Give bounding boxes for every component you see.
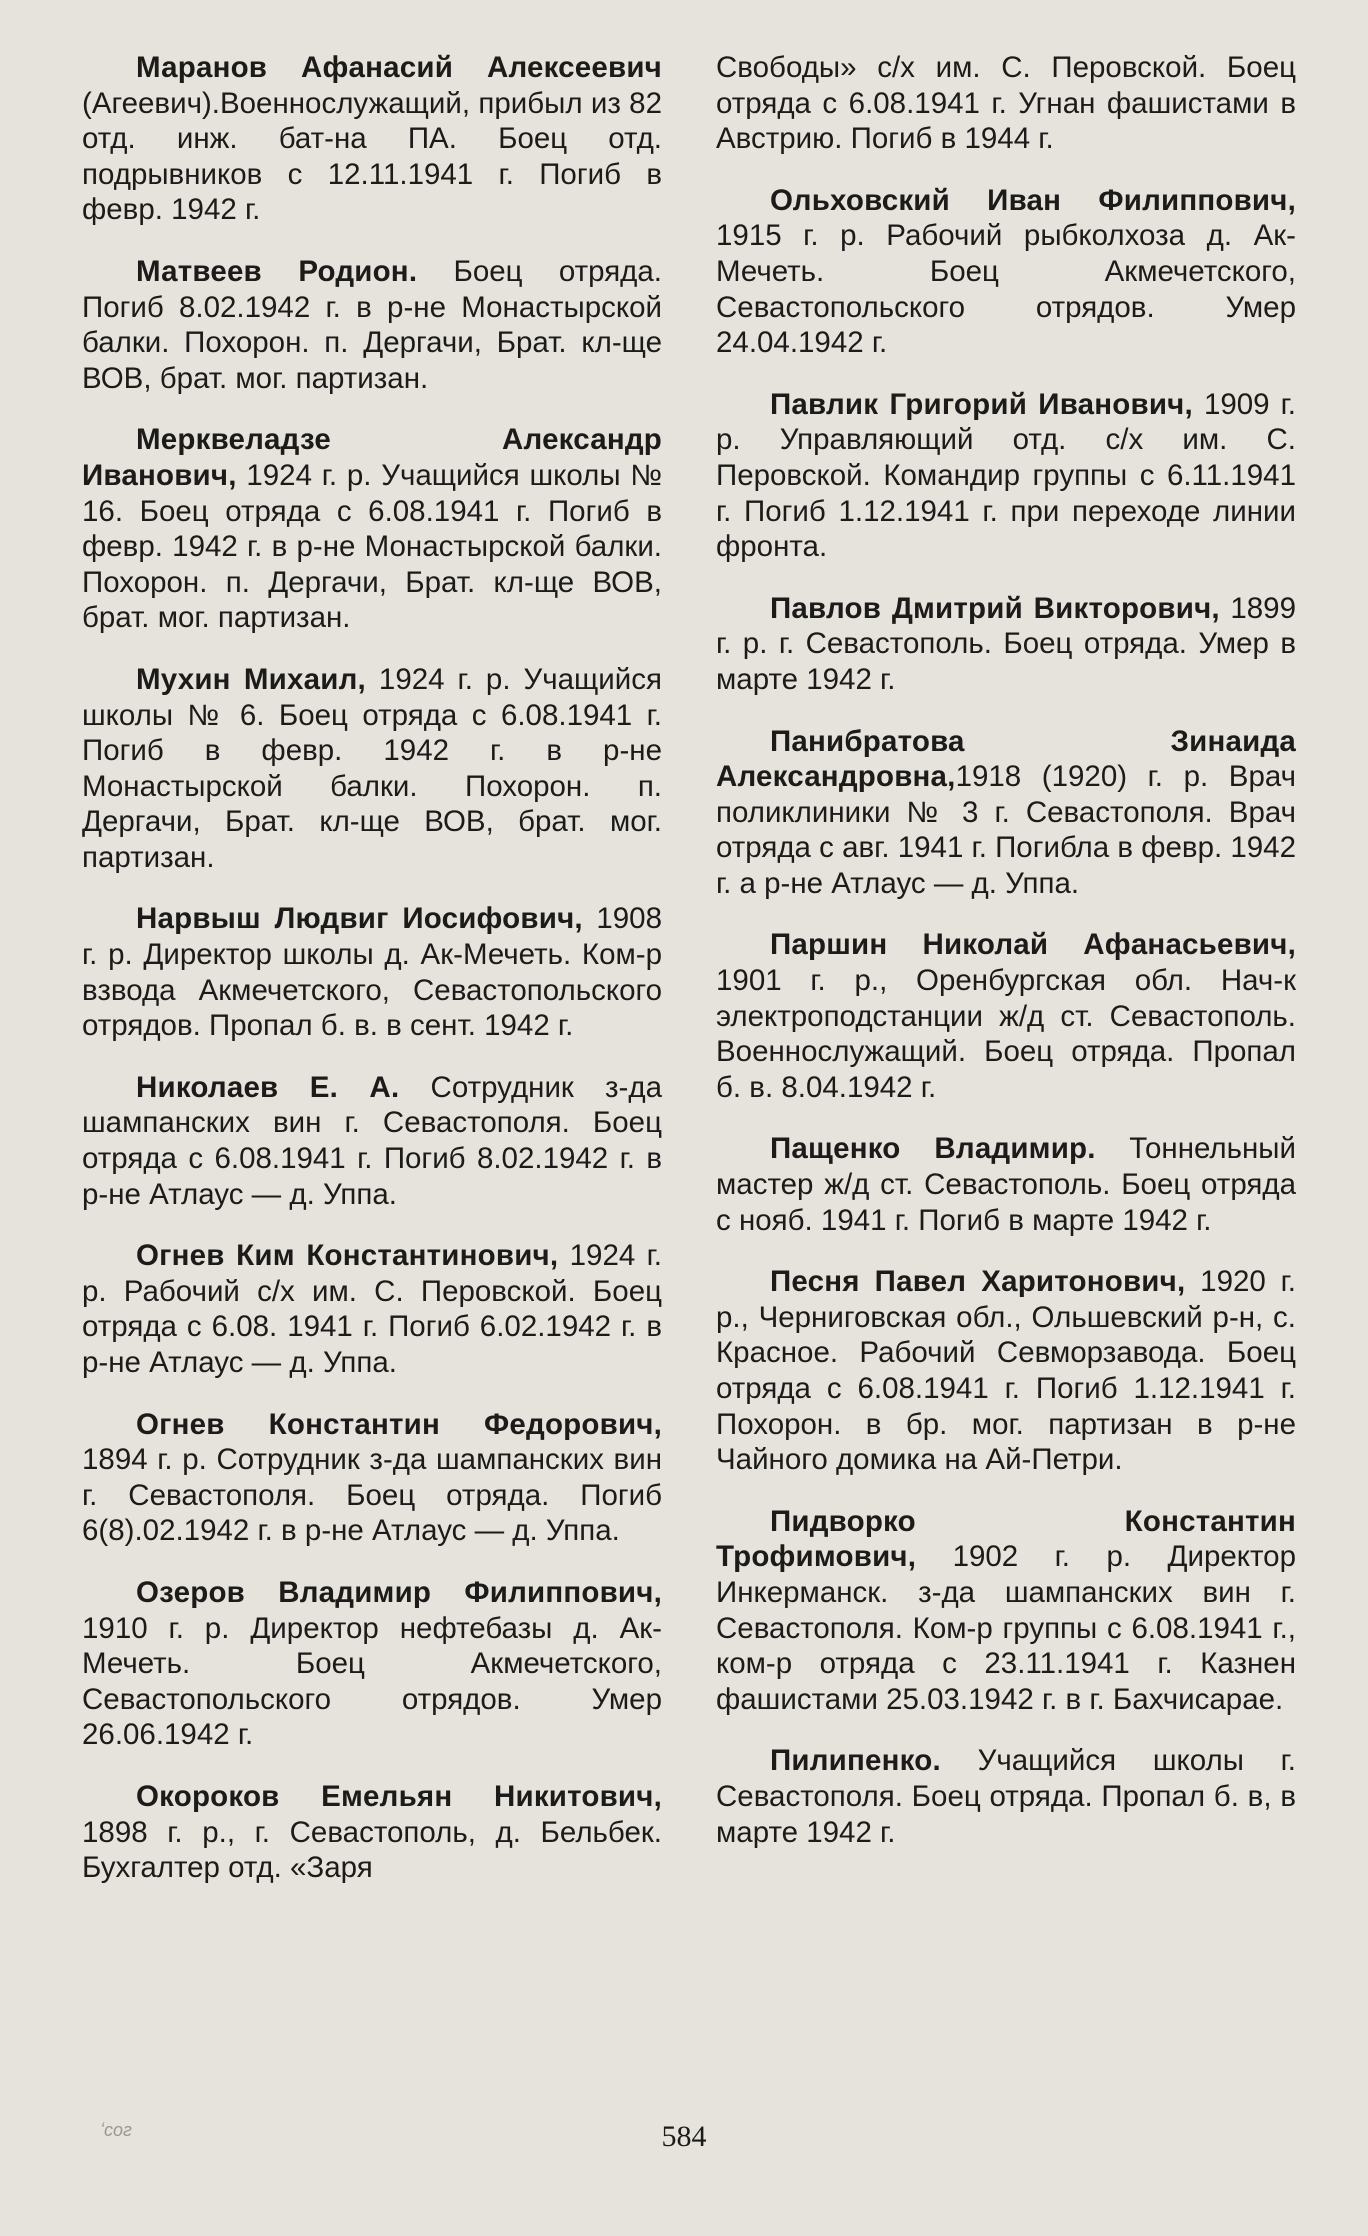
entry-text: 1924 г. р. Учащийся школы № 16. Боец отряда с 6.08.1941 г. Погиб в февр. 1942 г. в р-не Монастырской балки. Похорон. п. Дергачи, Брат. кл-ще ВОВ, брат. мог. партизан. bbox=[82, 458, 662, 635]
entry-name: Нарвыш Людвиг Иосифович, bbox=[136, 902, 583, 936]
biography-entry bbox=[82, 901, 662, 1043]
entry-name: Огнев Константин Федорович, bbox=[136, 1407, 662, 1441]
entry-text: 1894 г. р. Сотрудник з-да шампанских вин г. Севастополя. Боец отряда. Погиб 6(8).02.1942 г. в р-не Атлаус — д. Уппа. bbox=[82, 1443, 662, 1548]
entry-name: Пилипенко. bbox=[770, 1744, 941, 1778]
entry-name: Пащенко Владимир. bbox=[770, 1132, 1096, 1166]
entry-text: Учащийся школы г. Севастополя. Боец отряда. Пропал б. в, в марте 1942 г. bbox=[716, 1744, 1296, 1849]
biography-entry bbox=[82, 50, 662, 228]
entry-name: Мухин Михаил, bbox=[136, 662, 366, 696]
entry-text: Свободы» с/х им. С. Перовской. Боец отряда с 6.08.1941 г. Угнан фашистами в Австрию. Погиб в 1944 г. bbox=[716, 51, 1296, 156]
left-column bbox=[82, 50, 662, 1912]
entry-name: Панибратова Зинаида Александровна, bbox=[716, 724, 1296, 794]
biography-entry bbox=[716, 1131, 1296, 1238]
entry-text: 1898 г. р., г. Севастополь, д. Бельбек. Бухгалтер отд. «Заря bbox=[82, 1815, 662, 1885]
entry-name: Мерквеладзе Александр Иванович, bbox=[82, 423, 662, 492]
entry-name: Песня Павел Харитонович, bbox=[770, 1265, 1186, 1299]
entry-name: Пидворко Константин Трофимович, bbox=[716, 1504, 1296, 1574]
biography-entry bbox=[716, 387, 1296, 565]
entry-name: Озеров Владимир Филиппович, bbox=[136, 1575, 662, 1609]
entry-text: Тоннельный мастер ж/д ст. Севастополь. Боец отряда с нояб. 1941 г. Погиб в марте 1942 г. bbox=[716, 1132, 1296, 1237]
entry-text: 1918 (1920) г. р. Врач поликлиники № 3 г. Севастополя. Врач отряда с авг. 1941 г. Погибла в февр. 1942 г. а р-не Атлаус — д. Уппа. bbox=[716, 760, 1296, 900]
entry-name: Николаев Е. А. bbox=[136, 1070, 400, 1104]
entry-text: 1901 г. р., Оренбургская обл. Нач-к электроподстанции ж/д ст. Севастополь. Военнослужащий. Боец отряда. Пропал б. в. 8.04.1942 г. bbox=[716, 964, 1296, 1104]
entry-text: (Агеевич).Военнослужащий, прибыл из 82 отд. инж. бат-на ПА. Боец отд. подрывников с 12.11.1941 г. Погиб в февр. 1942 г. bbox=[82, 86, 662, 227]
scan-artifact-text: ʻсог bbox=[100, 2120, 132, 2140]
entry-text: 1909 г. р. Управляющий отд. с/х им. С. Перовской. Командир группы с 6.11.1941 г. Погиб 1.12.1941 г. при переходе линии фронта. bbox=[716, 387, 1297, 564]
biography-entry bbox=[82, 1070, 662, 1212]
biography-entry bbox=[716, 591, 1296, 698]
entry-name: Павлик Григорий Иванович, bbox=[770, 387, 1193, 421]
entry-name: Маранов Афанасий Алексеевич bbox=[136, 51, 662, 84]
entry-name: Паршин Николай Афанасьевич, bbox=[770, 928, 1296, 962]
entry-name: Павлов Дмитрий Викторович, bbox=[770, 591, 1220, 625]
biography-entry bbox=[716, 927, 1296, 1105]
entry-name: Ольховский Иван Филиппович, bbox=[770, 183, 1296, 217]
entry-text: 1920 г. р., Черниговская обл., Ольшевский р-н, с. Красное. Рабочий Севморзавода. Боец отряда с 6.08.1941 г. Погиб 1.12.1941 г. Похорон. в бр. мог. партизан в р-не Чайного домика на Ай-Петри. bbox=[716, 1265, 1296, 1477]
biography-entry bbox=[82, 254, 662, 396]
biography-entry bbox=[716, 1743, 1296, 1850]
page-number: 584 bbox=[661, 2120, 707, 2153]
right-column bbox=[716, 50, 1296, 1876]
entry-text: 1902 г. р. Директор Инкерманск. з-да шампанских вин г. Севастополя. Ком-р группы с 6.08.1941 г., ком-р отряда с 23.11.1941 г. Казнен фашистами 25.03.1942 г. в г. Бахчисарае. bbox=[716, 1540, 1296, 1716]
biography-entry bbox=[716, 724, 1296, 902]
biography-entry bbox=[716, 183, 1296, 361]
entry-text: 1899 г. р. г. Севастополь. Боец отряда. Умер в марте 1942 г. bbox=[716, 591, 1296, 696]
entry-name: Окороков Емельян Никитович, bbox=[136, 1779, 662, 1813]
biography-entry bbox=[716, 1504, 1296, 1718]
entry-text: 1924 г. р. Учащийся школы № 6. Боец отряда с 6.08.1941 г. Погиб в февр. 1942 г. в р-не Монастырской балки. Похорон. п. Дергачи, Брат. кл-ще ВОВ, брат. мог. партизан. bbox=[82, 662, 662, 874]
entry-text: 1908 г. р. Директор школы д. Ак-Мечеть. Ком-р взвода Акмечетского, Севастопольского отрядов. Пропал б. в. в сент. 1942 г. bbox=[82, 902, 662, 1043]
entry-text: 1915 г. р. Рабочий рыбколхоза д. Ак-Мечеть. Боец Акмечетского, Севастопольского отрядов. Умер 24.04.1942 г. bbox=[716, 219, 1296, 360]
biography-entry bbox=[716, 1264, 1296, 1478]
entry-name: Матвеев Родион. bbox=[136, 254, 418, 288]
biography-entry bbox=[82, 1238, 662, 1380]
biography-entry bbox=[82, 422, 662, 636]
biography-entry bbox=[82, 1407, 662, 1549]
entry-text: 1910 г. р. Директор нефтебазы д. Ак-Мечеть. Боец Акмечетского, Севастопольского отрядов. Умер 26.06.1942 г. bbox=[82, 1611, 662, 1752]
entry-name: Огнев Ким Константинович, bbox=[136, 1239, 559, 1273]
biography-entry bbox=[82, 662, 662, 876]
biography-entry bbox=[82, 1779, 662, 1886]
entry-text: Боец отряда. Погиб 8.02.1942 г. в р-не Монастырской балки. Похорон. п. Дергачи, Брат. кл-ще ВОВ, брат. мог. партизан. bbox=[82, 254, 662, 395]
entry-text: 1924 г. р. Рабочий с/х им. С. Перовской. Боец отряда с 6.08. 1941 г. Погиб 6.02.1942 г. в р-не Атлаус — д. Уппа. bbox=[82, 1239, 662, 1379]
biography-entry bbox=[82, 1575, 662, 1753]
biography-entry bbox=[716, 50, 1296, 157]
entry-text: Сотрудник з-да шампанских вин г. Севастополя. Боец отряда с 6.08.1941 г. Погиб 8.02.1942 г. в р-не Атлаус — д. Уппа. bbox=[82, 1070, 662, 1211]
